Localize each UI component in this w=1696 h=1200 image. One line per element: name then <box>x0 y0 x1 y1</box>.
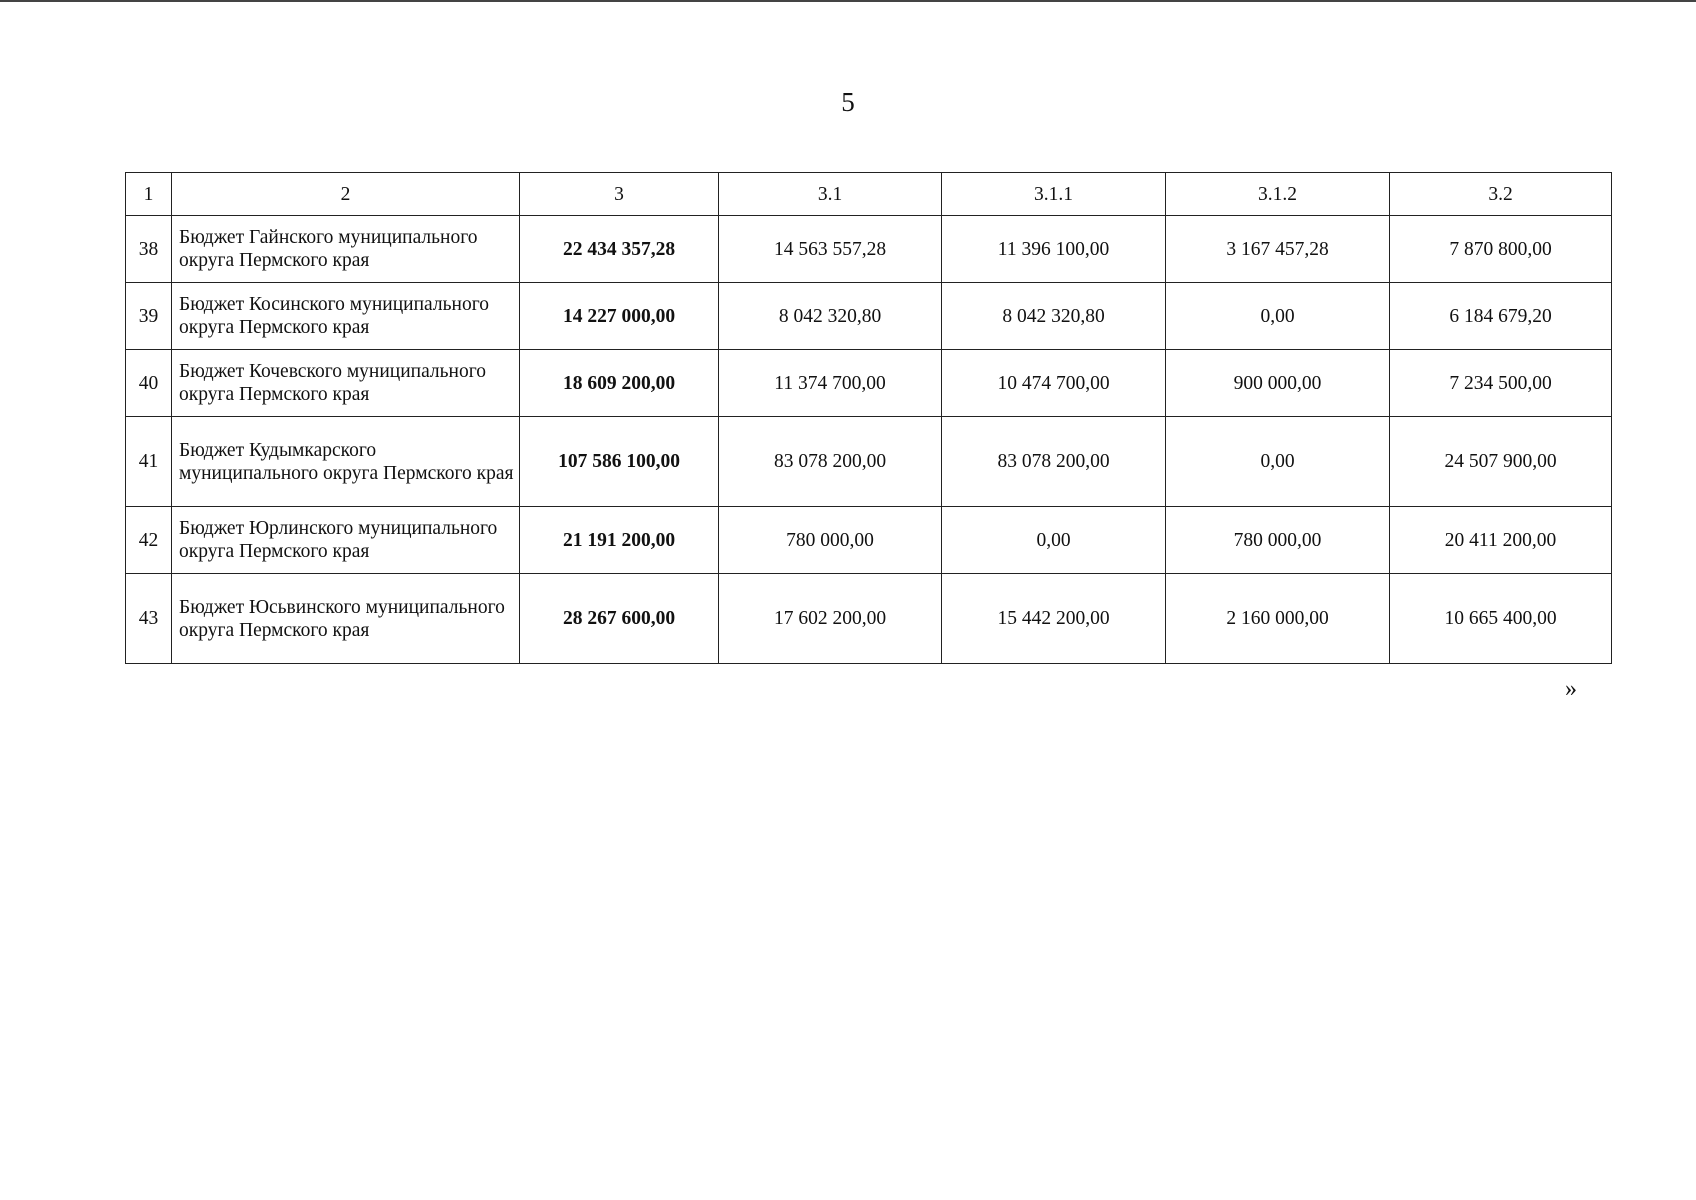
amount-3-2: 7 234 500,00 <box>1390 350 1612 417</box>
amount-3-2: 6 184 679,20 <box>1390 283 1612 350</box>
amount-3-1: 14 563 557,28 <box>719 216 942 283</box>
amount-3-1-1: 15 442 200,00 <box>942 574 1166 664</box>
budget-name: Бюджет Юсьвинского муниципального округа Пермского края <box>172 574 520 664</box>
total-amount: 22 434 357,28 <box>520 216 719 283</box>
amount-3-1-2: 780 000,00 <box>1166 507 1390 574</box>
amount-3-2: 10 665 400,00 <box>1390 574 1612 664</box>
table-row <box>126 216 1612 283</box>
table-row <box>126 350 1612 417</box>
total-amount: 18 609 200,00 <box>520 350 719 417</box>
amount-3-2: 20 411 200,00 <box>1390 507 1612 574</box>
header-cell: 3.2 <box>1390 173 1612 216</box>
budget-name: Бюджет Юрлинского муниципального округа Пермского края <box>172 507 520 574</box>
scan-edge-line <box>0 0 1696 2</box>
budget-name: Бюджет Кудымкарского муниципального округа Пермского края <box>172 417 520 507</box>
header-cell: 3.1.2 <box>1166 173 1390 216</box>
header-cell: 1 <box>126 173 172 216</box>
amount-3-1-1: 10 474 700,00 <box>942 350 1166 417</box>
amount-3-1: 17 602 200,00 <box>719 574 942 664</box>
header-cell: 3.1.1 <box>942 173 1166 216</box>
table-row <box>126 574 1612 664</box>
row-number: 41 <box>126 417 172 507</box>
amount-3-1: 8 042 320,80 <box>719 283 942 350</box>
amount-3-1-2: 3 167 457,28 <box>1166 216 1390 283</box>
row-number: 38 <box>126 216 172 283</box>
row-number: 43 <box>126 574 172 664</box>
total-amount: 107 586 100,00 <box>520 417 719 507</box>
row-number: 40 <box>126 350 172 417</box>
table-row <box>126 283 1612 350</box>
total-amount: 14 227 000,00 <box>520 283 719 350</box>
total-amount: 28 267 600,00 <box>520 574 719 664</box>
amount-3-1-1: 11 396 100,00 <box>942 216 1166 283</box>
amount-3-2: 24 507 900,00 <box>1390 417 1612 507</box>
amount-3-1-1: 83 078 200,00 <box>942 417 1166 507</box>
table-row <box>126 507 1612 574</box>
amount-3-1-2: 900 000,00 <box>1166 350 1390 417</box>
budget-name: Бюджет Кочевского муниципального округа Пермского края <box>172 350 520 417</box>
row-number: 42 <box>126 507 172 574</box>
header-cell: 3 <box>520 173 719 216</box>
page-number: 5 <box>841 87 855 117</box>
amount-3-2: 7 870 800,00 <box>1390 216 1612 283</box>
budget-name: Бюджет Косинского муниципального округа Пермского края <box>172 283 520 350</box>
amount-3-1-2: 0,00 <box>1166 417 1390 507</box>
amount-3-1: 780 000,00 <box>719 507 942 574</box>
amount-3-1-1: 0,00 <box>942 507 1166 574</box>
amount-3-1-2: 2 160 000,00 <box>1166 574 1390 664</box>
total-amount: 21 191 200,00 <box>520 507 719 574</box>
amount-3-1-2: 0,00 <box>1166 283 1390 350</box>
header-cell: 2 <box>172 173 520 216</box>
table-row <box>126 417 1612 507</box>
amount-3-1: 11 374 700,00 <box>719 350 942 417</box>
closing-quote: » <box>1565 676 1577 702</box>
table-header-row <box>126 173 1612 216</box>
budget-name: Бюджет Гайнского муниципального округа Пермского края <box>172 216 520 283</box>
row-number: 39 <box>126 283 172 350</box>
amount-3-1: 83 078 200,00 <box>719 417 942 507</box>
budget-table <box>125 172 1612 664</box>
header-cell: 3.1 <box>719 173 942 216</box>
amount-3-1-1: 8 042 320,80 <box>942 283 1166 350</box>
